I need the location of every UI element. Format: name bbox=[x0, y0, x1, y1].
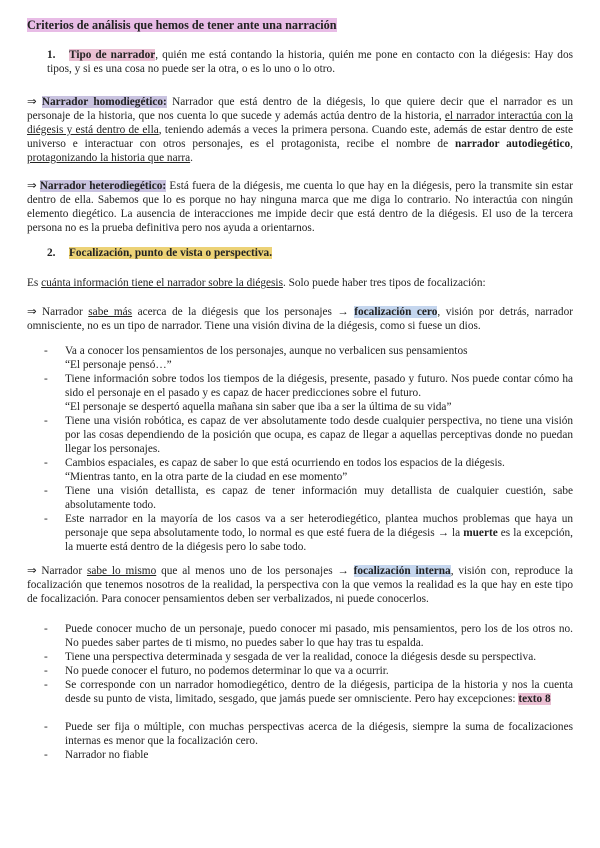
arrow-icon: ⇒ bbox=[27, 180, 37, 192]
list-item-text: Se corresponde con un narrador homodiegético, dentro de la diégesis, participa de la historia y nos la cuenta desde su punto de vista, limitado, sesgado, que jamás puede ser omnisciente. Pero hay excepciones: bbox=[65, 679, 573, 705]
term-label: Narrador heterodiegético: bbox=[39, 180, 167, 192]
list-item-text: Tiene una visión detallista, es capaz de tener información muy detallista de cualquier cuestión, sabe absolutamente todo. bbox=[65, 485, 573, 511]
list-item bbox=[44, 414, 573, 456]
paragraph-text: Está fuera de la diégesis, me cuenta lo que hay en la diégesis, pero la transmite sin estar dentro de ella. Sabemos que lo es porque no hay ninguna marca que me diga lo contrario. No interactúa con ningún elemento diegético. La ausencia de interacciones me impide decir que está dentro de la diégesis. El uso de la tercera persona no es la prueba definitiva pero nos ayuda a orientarnos. bbox=[27, 180, 573, 234]
list-item bbox=[44, 678, 573, 706]
underlined-text: cuánta información tiene el narrador sobre la diégesis bbox=[41, 277, 283, 289]
paragraph-text: , visión con, reproduce la focalización que tenemos nosotros de la realidad, la perspectiva con la que vemos la realidad es la que hay en este tipo de focalización. Para conocer pensamientos deben ser verbalizados, ni puede conocerlos. bbox=[27, 565, 573, 605]
list-item-text: Tiene una perspectiva determinada y sesgada de ver la realidad, conoce la diégesis desde su perspectiva. bbox=[65, 651, 537, 663]
paragraph-text: , visión por detrás, narrador omnisciente, no es un tipo de narrador. Tiene una visión divina de la diégesis, como si fuese un dios. bbox=[27, 306, 573, 332]
bullet-dash: - bbox=[44, 665, 48, 677]
bullet-dash: - bbox=[44, 345, 48, 357]
bullet-dash: - bbox=[44, 485, 48, 497]
list-item-quote: “El personaje pensó…” bbox=[65, 359, 172, 371]
paragraph-text: Narrador que está dentro de la diégesis, lo que quiere decir que el narrador es un personaje de la historia, que nos cuenta lo que sucede y además actúa dentro de la historia, bbox=[27, 96, 574, 122]
underlined-text: sabe lo mismo bbox=[86, 565, 157, 577]
section-number: 1. bbox=[47, 49, 56, 61]
underlined-text: sabe más bbox=[88, 306, 133, 318]
bullet-dash: - bbox=[44, 415, 48, 427]
title-highlight: Criterios de análisis que hemos de tener ante una narración bbox=[27, 18, 337, 32]
paragraph-text: . Solo puede haber tres tipos de focalización: bbox=[282, 277, 486, 289]
list-item bbox=[44, 372, 573, 414]
section-1 bbox=[47, 48, 573, 76]
list-item bbox=[44, 484, 573, 512]
list-item bbox=[44, 650, 573, 664]
paragraph-text: acerca de la diégesis que los personajes → bbox=[132, 306, 355, 318]
list-item-quote: “El personaje se despertó aquella mañana sin saber que iba a ser la última de su vida” bbox=[65, 401, 452, 413]
paragraph-text: , teniendo además a veces la primera persona. Cuando este, además de estar dentro de este universo e interactuar con otros personajes, es el protagonista, recibe el nombre de bbox=[27, 124, 574, 150]
paragraph-text: , bbox=[570, 138, 573, 150]
list-item-text: Narrador no fiable bbox=[65, 749, 149, 761]
text-reference-tag: texto 8 bbox=[518, 693, 551, 705]
arrow-icon: ⇒ bbox=[27, 306, 37, 318]
underlined-text: protagonizando la historia que narra bbox=[27, 152, 191, 164]
bullet-dash: - bbox=[44, 457, 48, 469]
document-title bbox=[27, 18, 337, 33]
bold-term: muerte bbox=[463, 527, 498, 539]
list-item bbox=[44, 456, 573, 484]
section-number: 2. bbox=[47, 247, 56, 259]
bullet-dash: - bbox=[44, 513, 48, 525]
paragraph-text: Narrador bbox=[36, 565, 87, 577]
bullet-dash: - bbox=[44, 651, 48, 663]
list-item-text: Puede conocer mucho de un personaje, puedo conocer mi pasado, mis pensamientos, pero los de los otros no. No puedes saber partes de ti mismo, no puedes saber lo que hay tras tu espalda. bbox=[65, 623, 573, 649]
list-item bbox=[44, 664, 573, 678]
list-item bbox=[44, 720, 573, 748]
bullet-dash: - bbox=[44, 623, 48, 635]
list-item bbox=[44, 748, 573, 762]
section-2 bbox=[47, 246, 573, 260]
paragraph-text: Narrador bbox=[36, 306, 89, 318]
list-item-text: Puede ser fija o múltiple, con muchas perspectivas acerca de la diégesis, siempre la suma de focalizaciones internas es menor que la focalización cero. bbox=[65, 721, 573, 747]
paragraph-focalizacion-cero bbox=[27, 305, 573, 333]
bullet-dash: - bbox=[44, 721, 48, 733]
paragraph-homodiegetico bbox=[27, 95, 573, 165]
list-item-text: Tiene una visión robótica, es capaz de ver absolutamente todo desde cualquier perspectiva, no tiene una visión por las cosas dependiendo de la posición que ocupa, es capaz de llegar a aquellas perceptivas donde no puedan llegar los personajes. bbox=[65, 415, 573, 455]
paragraph-heterodiegetico bbox=[27, 179, 573, 235]
section-heading: Tipo de narrador bbox=[69, 49, 156, 61]
section-heading: Focalización, punto de vista o perspectiva. bbox=[69, 247, 273, 259]
arrow-icon: ⇒ bbox=[27, 565, 37, 577]
paragraph-focalizacion-interna bbox=[27, 564, 573, 606]
list-item-text: Cambios espaciales, es capaz de saber lo que está ocurriendo en todos los espacios de la diégesis. bbox=[65, 457, 505, 469]
list-item-text: Va a conocer los pensamientos de los personajes, aunque no verbalicen sus pensamientos bbox=[65, 345, 468, 357]
list-item-text: Este narrador en la mayoría de los casos va a ser heterodiegético, plantea muchos problemas que haya un personaje que sepa absolutamente todo, lo normal es que esté fuera de la diégesis → la bbox=[65, 513, 573, 539]
paragraph-text: . bbox=[190, 152, 193, 164]
list-item bbox=[44, 622, 573, 650]
list-item bbox=[44, 344, 573, 372]
paragraph-text: que al menos uno de los personajes → bbox=[156, 565, 354, 577]
paragraph-definition bbox=[27, 276, 573, 290]
term-label: focalización interna bbox=[353, 565, 451, 577]
bold-term: narrador autodiegético bbox=[454, 138, 571, 150]
bullet-dash: - bbox=[44, 679, 48, 691]
term-label: focalización cero bbox=[354, 306, 438, 318]
bullet-dash: - bbox=[44, 373, 48, 385]
list-item-text: No puede conocer el futuro, no podemos determinar lo que va a ocurrir. bbox=[65, 665, 389, 677]
underlined-text: el narrador interactúa con la diégesis y está dentro de ella bbox=[27, 110, 573, 136]
arrow-icon: ⇒ bbox=[27, 96, 37, 108]
term-label: Narrador homodiegético: bbox=[41, 96, 167, 108]
list-item-text: Tiene información sobre todos los tiempos de la diégesis, presente, pasado y futuro. Nos puede contar cómo ha sido el personaje en el pasado y es capaz de hacer predicciones sobre el futuro. bbox=[65, 373, 573, 399]
paragraph-text: Es bbox=[27, 277, 42, 289]
bullet-dash: - bbox=[44, 749, 48, 761]
list-item bbox=[44, 512, 573, 554]
list-item-text: es la excepción, la muerte está dentro de la diégesis pero lo sabe todo. bbox=[65, 527, 573, 553]
list-item-quote: “Mientras tanto, en la otra parte de la ciudad en ese momento” bbox=[65, 471, 348, 483]
section-text: , quién me está contando la historia, quién me pone en contacto con la diégesis: Hay dos tipos, y si es una cosa no puede ser la otra, o es lo uno o lo otro. bbox=[47, 49, 574, 75]
